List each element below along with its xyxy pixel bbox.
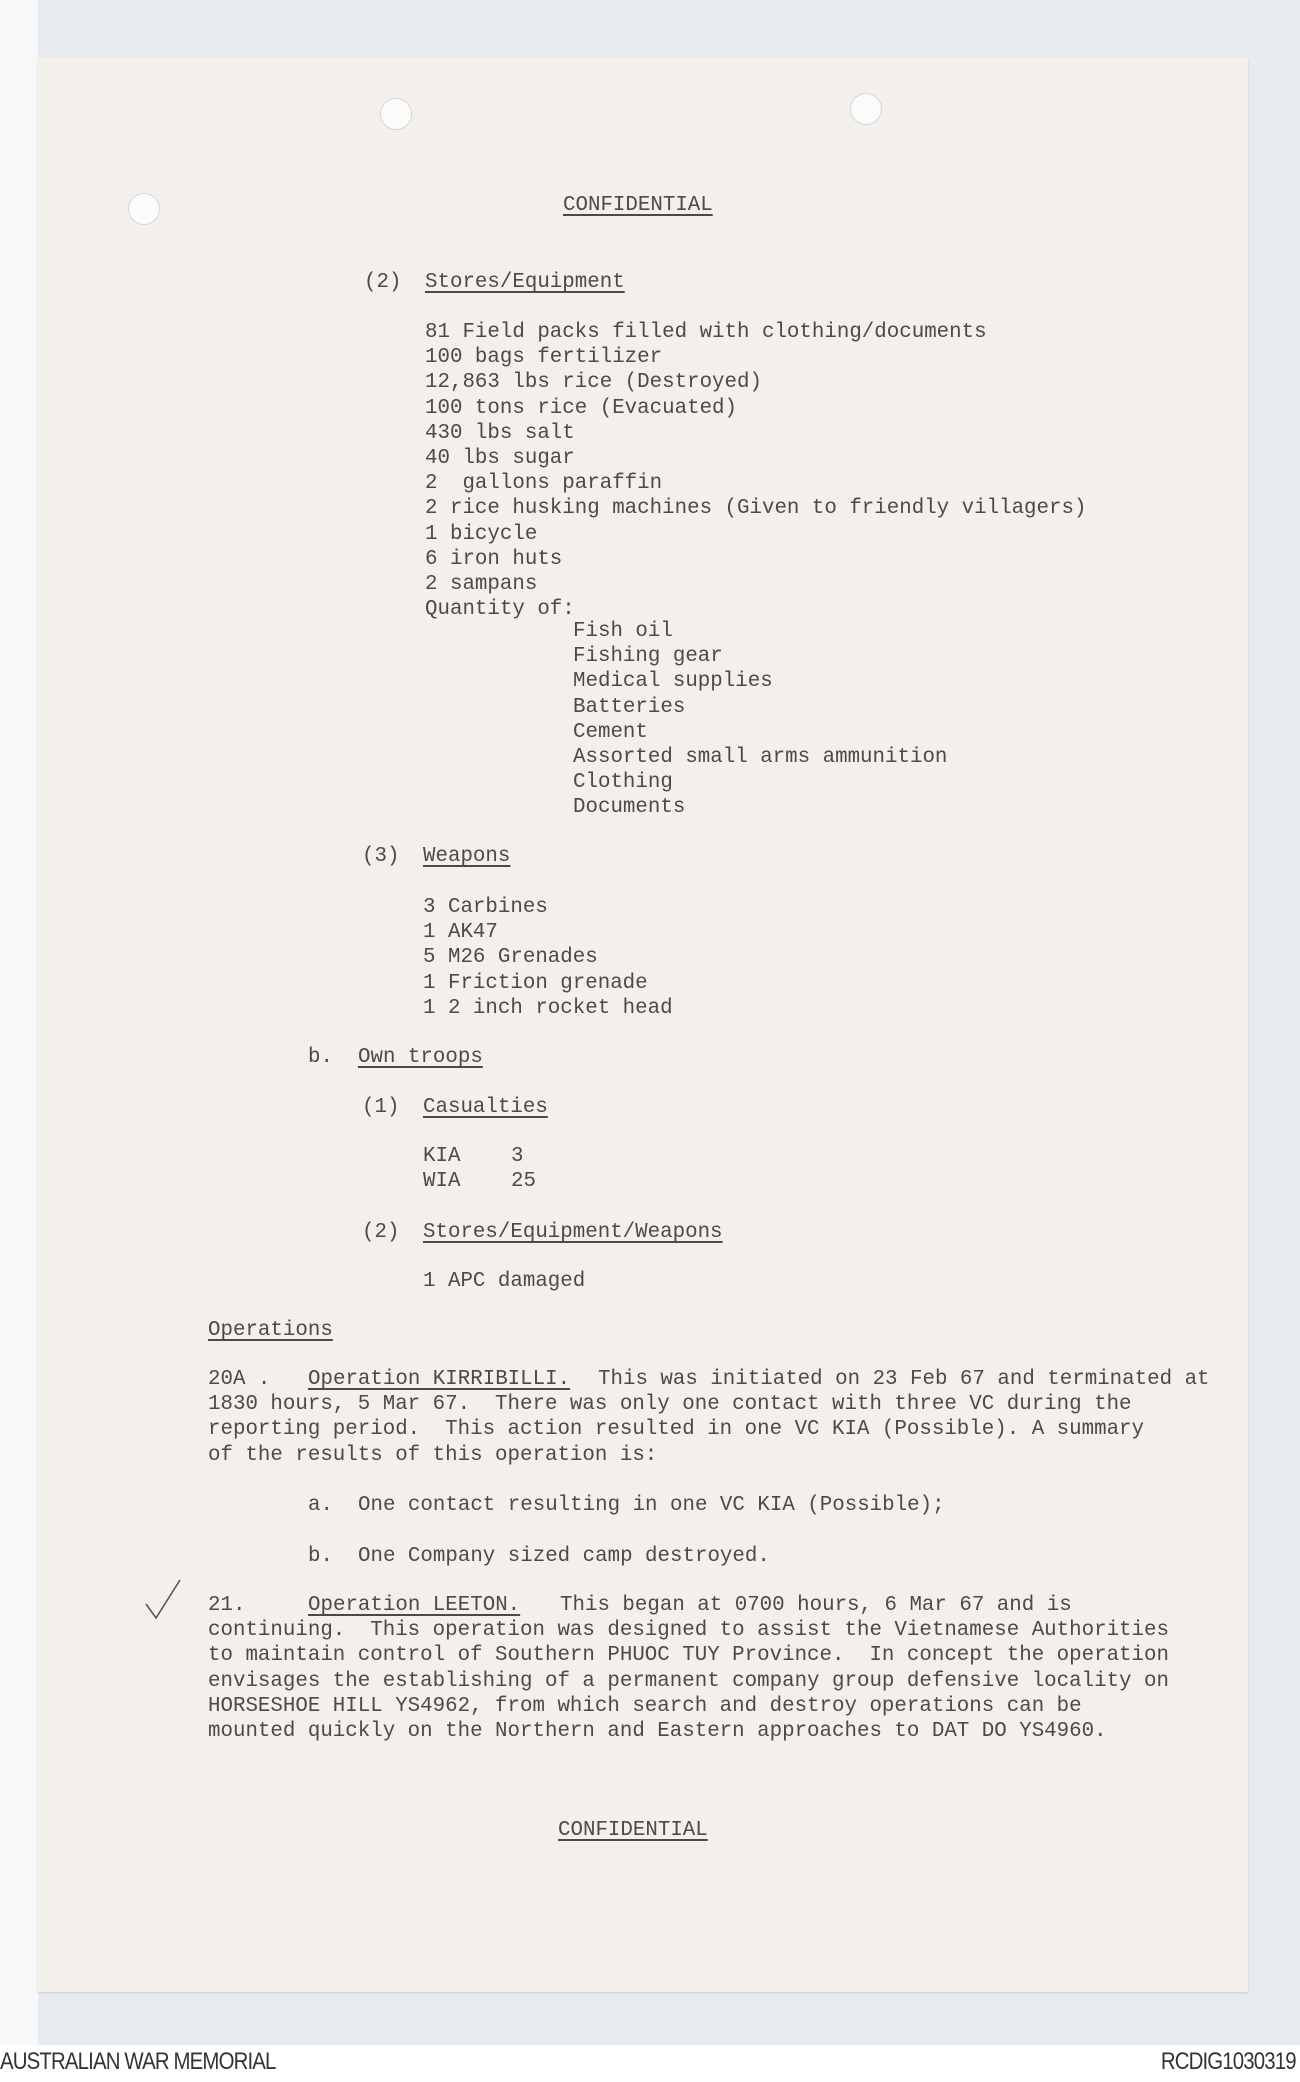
section-number: (1) <box>362 1096 400 1119</box>
scan-margin <box>0 0 38 2045</box>
section-title: Stores/Equipment <box>425 271 625 294</box>
section-letter: b. <box>308 1046 333 1069</box>
classification-header: CONFIDENTIAL <box>563 194 713 217</box>
operation-title: Operation LEETON. <box>308 1594 521 1617</box>
list-item: Fish oil <box>573 620 673 643</box>
list-item: 2 gallons paraffin <box>425 472 663 496</box>
list-item: 2 sampans <box>425 573 538 596</box>
paragraph-line: envisages the establishing of a permanent company group defensive locality on <box>208 1669 1169 1693</box>
list-item: 40 lbs sugar <box>425 447 575 470</box>
section-number: (2) <box>364 271 402 294</box>
classification-footer: CONFIDENTIAL <box>558 1819 708 1842</box>
casualty-label: KIA <box>423 1145 461 1168</box>
list-item: Documents <box>573 796 686 820</box>
punch-hole <box>850 93 882 125</box>
handwritten-checkmark <box>144 1578 182 1622</box>
list-item: 100 bags fertilizer <box>425 346 663 370</box>
list-item: 1 APC damaged <box>423 1270 586 1293</box>
paragraph-line: This was initiated on 23 Feb 67 and terminated at <box>598 1368 1210 1391</box>
paragraph-line: to maintain control of Southern PHUOC TUY Province. In concept the operation <box>208 1644 1169 1668</box>
list-item: Assorted small arms ammunition <box>573 746 948 769</box>
item-letter: a. <box>308 1494 333 1517</box>
list-item: 1 bicycle <box>425 522 538 546</box>
section-title: Casualties <box>423 1096 548 1119</box>
paragraph-number: 21. <box>208 1594 246 1617</box>
punch-hole <box>380 98 412 130</box>
section-number: (2) <box>362 1221 400 1244</box>
casualty-value: 3 <box>511 1145 524 1168</box>
list-item: Quantity of: <box>425 598 575 622</box>
paragraph-line: This began at 0700 hours, 6 Mar 67 and is <box>560 1594 1072 1617</box>
list-item: Batteries <box>573 695 686 719</box>
list-item: 2 rice husking machines (Given to friendly villagers) <box>425 497 1087 521</box>
list-item: Fishing gear <box>573 645 723 669</box>
list-item: 6 iron huts <box>425 547 563 571</box>
archive-id: RCDIG1030319 <box>1161 2048 1296 2075</box>
paragraph-line: continuing. This operation was designed to assist the Vietnamese Authorities <box>208 1619 1169 1643</box>
list-item: 1 Friction grenade <box>423 971 648 995</box>
section-number: (3) <box>362 845 400 868</box>
list-item: 430 lbs salt <box>425 421 575 445</box>
list-item: 3 Carbines <box>423 896 548 919</box>
list-item: Cement <box>573 720 648 744</box>
casualty-label: WIA <box>423 1170 461 1194</box>
casualty-value: 25 <box>511 1170 536 1194</box>
section-title: Stores/Equipment/Weapons <box>423 1221 723 1244</box>
list-item: 5 M26 Grenades <box>423 946 598 970</box>
section-title: Own troops <box>358 1046 483 1069</box>
item-letter: b. <box>308 1545 333 1568</box>
list-item: 1 2 inch rocket head <box>423 996 673 1020</box>
list-item: 12,863 lbs rice (Destroyed) <box>425 371 762 395</box>
paragraph-line: mounted quickly on the Northern and Eastern approaches to DAT DO YS4960. <box>208 1720 1107 1743</box>
list-item: One Company sized camp destroyed. <box>358 1545 770 1568</box>
list-item: 81 Field packs filled with clothing/documents <box>425 321 987 344</box>
list-item: Medical supplies <box>573 670 773 694</box>
list-item: 1 AK47 <box>423 921 498 945</box>
punch-hole <box>128 193 160 225</box>
paragraph-line: HORSESHOE HILL YS4962, from which search and destroy operations can be <box>208 1694 1082 1718</box>
section-title: Weapons <box>423 845 511 868</box>
paragraph-line: 1830 hours, 5 Mar 67. There was only one contact with three VC during the <box>208 1393 1132 1417</box>
list-item: Clothing <box>573 771 673 795</box>
list-item: One contact resulting in one VC KIA (Possible); <box>358 1494 945 1517</box>
operation-title: Operation KIRRIBILLI. <box>308 1368 571 1391</box>
archive-name: AUSTRALIAN WAR MEMORIAL <box>0 2048 276 2075</box>
section-title: Operations <box>208 1319 333 1342</box>
archive-footer <box>0 2045 1300 2082</box>
list-item: 100 tons rice (Evacuated) <box>425 396 738 420</box>
paragraph-line: reporting period. This action resulted in one VC KIA (Possible). A summary <box>208 1418 1145 1442</box>
paragraph-number: 20A . <box>208 1368 271 1391</box>
paragraph-line: of the results of this operation is: <box>208 1443 658 1467</box>
